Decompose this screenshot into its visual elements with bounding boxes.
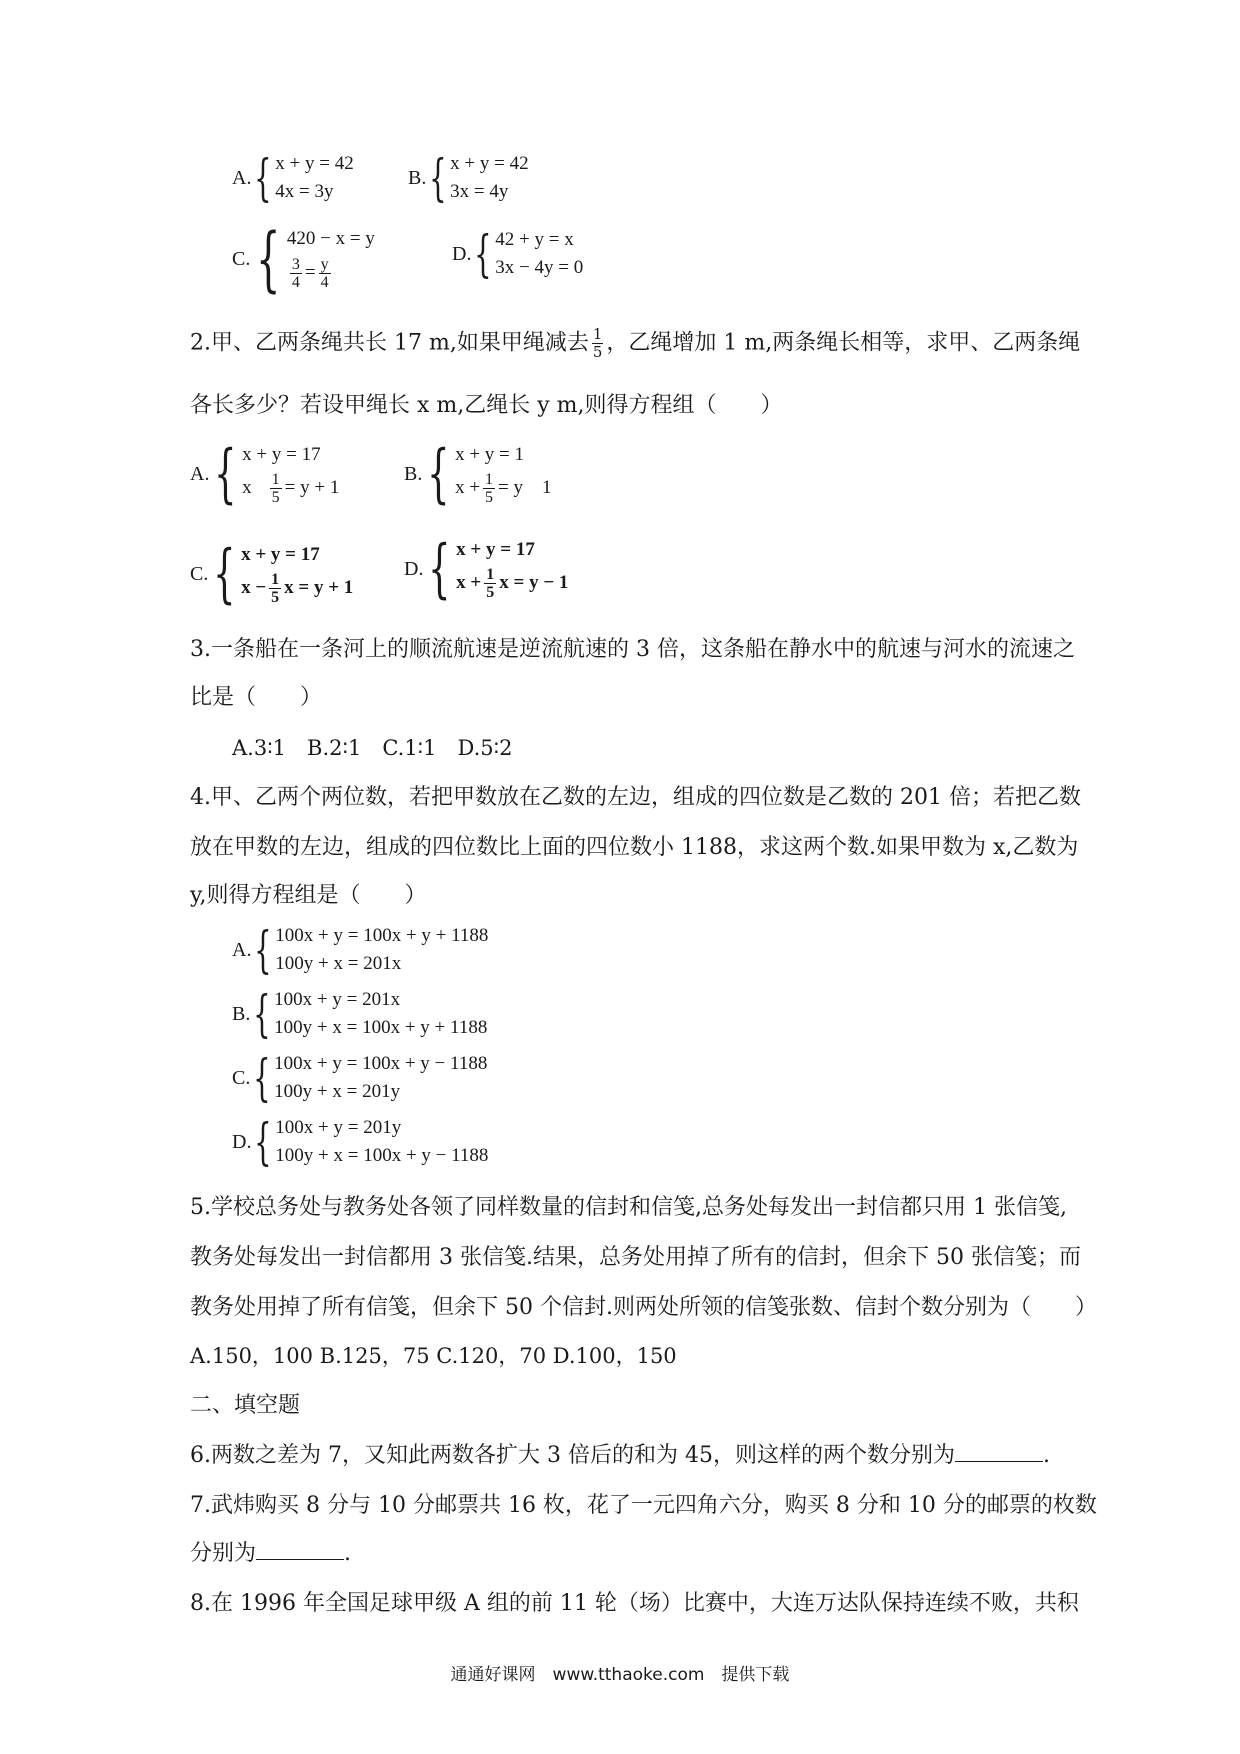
fraction: $\frac{3}{4}$ [291, 255, 300, 291]
brace: { [429, 149, 447, 207]
equals-sign: = [304, 262, 316, 283]
q5-options: A.150，100 B.125，75 C.120，70 D.100，150 [190, 1344, 677, 1368]
equation: x + $\frac{1}{5}$ x = y − 1 [456, 565, 569, 601]
equation [287, 253, 375, 293]
brace: { [213, 537, 236, 611]
brace: { [214, 437, 238, 511]
equation: x + $\frac{1}{5}$ = y 1 [455, 470, 552, 506]
equation: 100y + x = 201x [275, 953, 402, 974]
q4-option-b [232, 986, 487, 1042]
q1-option-c [232, 218, 375, 300]
option-label: B. [404, 462, 423, 485]
equation: 42 + y = x [495, 229, 574, 250]
equation: 3x − 4y = 0 [495, 257, 584, 278]
fraction: $\frac{y}{4}$ [320, 255, 329, 291]
q8-line-1: 8.在 1996 年全国足球甲级 A 组的前 11 轮（场）比赛中，大连万达队保持连续不败，共积 [190, 1591, 1079, 1616]
option-label: B. [232, 1002, 251, 1025]
equation: 100x + y = 201x [274, 989, 401, 1010]
brace: { [253, 985, 271, 1043]
q7-line-1: 7.武炜购买 8 分与 10 分邮票共 16 枚，花了一元四角六分，购买 8 分和 10 分的邮票的枚数 [190, 1493, 1097, 1518]
option-label: A. [232, 938, 252, 961]
q5-line-3: 教务处用掉了所有信笺，但余下 50 个信封.则两处所领的信笺张数、信封个数分别为（ ） [190, 1295, 1097, 1320]
q3-options: A.3∶1 B.2∶1 C.1∶1 D.5∶2 [232, 736, 513, 760]
q2-line-1: 2.甲、乙两条绳共长 17 m,如果甲绳减去 $\frac{1}{5}$ ，乙绳增加 1 m,两条绳长相等，求甲、乙两条绳 [190, 325, 1081, 361]
equation: x + y = 17 [241, 544, 320, 565]
answer-blank [256, 1541, 344, 1560]
q7-line-2: 分别为 . [190, 1541, 352, 1566]
option-label: D. [452, 242, 472, 265]
brace: { [256, 218, 281, 300]
brace: { [253, 1049, 271, 1107]
brace: { [474, 225, 493, 283]
option-label: A. [190, 462, 210, 485]
q4-option-c [232, 1050, 487, 1106]
q2-option-c [190, 537, 354, 611]
q4-option-a [232, 922, 488, 978]
equation: 100y + x = 100x + y + 1188 [274, 1017, 488, 1038]
q3-line-2: 比是（ ） [190, 685, 323, 710]
equation: 100x + y = 201y [275, 1117, 402, 1138]
q4-line-1: 4.甲、乙两个两位数，若把甲数放在乙数的左边，组成的四位数是乙数的 201 倍；若把乙数 [190, 785, 1081, 810]
q1-option-b [408, 150, 529, 206]
brace: { [427, 437, 450, 511]
equation: x − $\frac{1}{5}$ x = y + 1 [241, 570, 354, 606]
option-label: A. [232, 166, 252, 189]
option-label: D. [232, 1130, 252, 1153]
brace: { [254, 921, 273, 979]
equation: 100y + x = 201y [274, 1081, 401, 1102]
q1-option-d [452, 226, 583, 282]
equation: 100x + y = 100x + y − 1188 [274, 1053, 488, 1074]
q3-line-1: 3.一条船在一条河上的顺流航速是逆流航速的 3 倍，这条船在静水中的航速与河水的流速之 [190, 637, 1075, 662]
q6-line: 6.两数之差为 7，又知此两数各扩大 3 倍后的和为 45，则这样的两个数分别为 . [190, 1443, 1050, 1468]
q1-option-a [232, 150, 354, 206]
option-label: D. [404, 557, 424, 580]
section-heading: 二、填空题 [190, 1393, 301, 1418]
equation: x + y = 17 [242, 444, 321, 465]
brace: { [254, 149, 273, 207]
option-label: C. [232, 1066, 251, 1089]
q4-line-2: 放在甲数的左边，组成的四位数比上面的四位数小 1188，求这两个数.如果甲数为 x,乙数为 [190, 835, 1079, 860]
equation: x + y = 42 [275, 153, 354, 174]
fraction: $\frac{1}{5}$ [592, 325, 603, 361]
equation: 3x = 4y [450, 181, 509, 202]
q4-option-d [232, 1114, 488, 1170]
q4-line-3: y,则得方程组是（ ） [190, 883, 427, 908]
equation: x + y = 17 [456, 539, 535, 560]
equation: 100y + x = 100x + y − 1188 [275, 1145, 489, 1166]
q5-line-1: 5.学校总务处与教务处各领了同样数量的信封和信笺,总务处每发出一封信都只用 1 张信笺, [190, 1195, 1067, 1220]
equation: x $\frac{1}{5}$ = y + 1 [242, 470, 340, 506]
brace: { [254, 1113, 273, 1171]
q2-line-2: 各长多少？若设甲绳长 x m,乙绳长 y m,则得方程组（ ） [190, 393, 783, 418]
q2-option-d [404, 532, 569, 606]
option-label: C. [232, 247, 251, 270]
q2-option-a [190, 437, 340, 511]
brace: { [428, 532, 452, 606]
equation: 100x + y = 100x + y + 1188 [275, 925, 489, 946]
equation: x + y = 42 [450, 153, 529, 174]
equation: 4x = 3y [275, 181, 334, 202]
page-footer: 通通好课网 www.tthaoke.com 提供下载 [450, 1665, 790, 1685]
q5-line-2: 教务处每发出一封信都用 3 张信笺.结果，总务处用掉了所有的信封，但余下 50 张信笺；而 [190, 1245, 1081, 1270]
q2-option-b [404, 437, 552, 511]
equation: x + y = 1 [455, 444, 524, 465]
equation: 420 − x = y [286, 228, 375, 249]
answer-blank [955, 1443, 1043, 1462]
option-label: C. [190, 562, 209, 585]
option-label: B. [408, 166, 427, 189]
